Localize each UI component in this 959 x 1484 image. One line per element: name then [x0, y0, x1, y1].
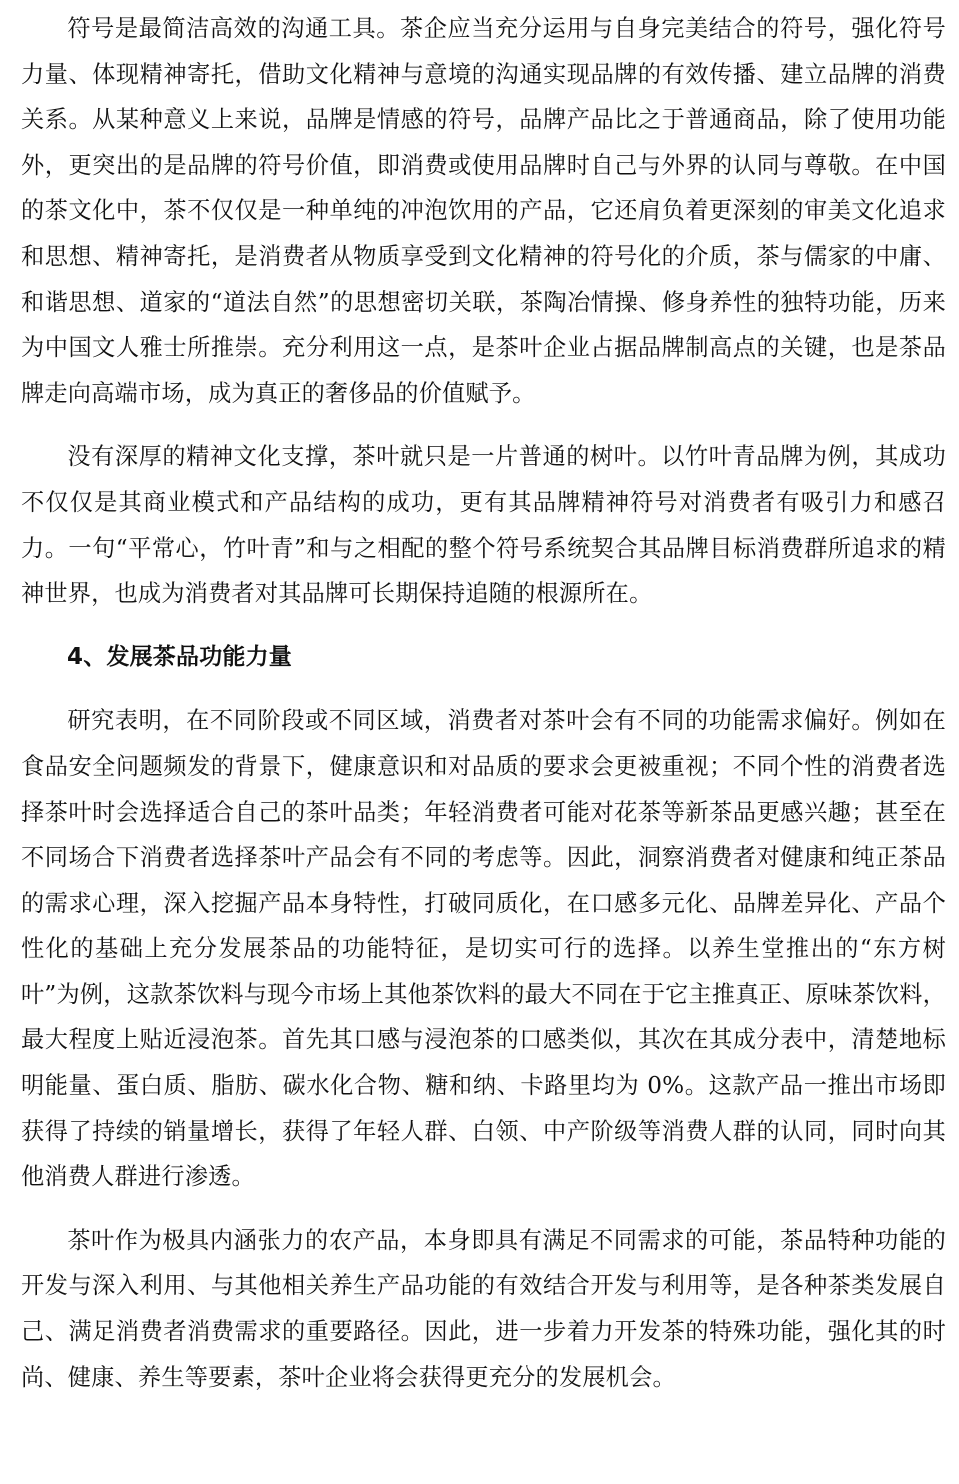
section-heading: 4、发展茶品功能力量 — [67, 643, 293, 670]
paragraph-development-opportunity: 茶叶作为极具内涵张力的农产品，本身即具有满足不同需求的可能，茶品特种功能的开发与深入利用、与其他相关养生产品功能的有效结合开发与利用等，是各种茶类发展自己、满足消费者消费需求的重要路径。因此，进一步着力开发茶的特殊功能，强化其的时尚、健康、养生等要素，茶叶企业将会获得更充分的发展机会。 — [21, 1226, 946, 1391]
paragraph-gap — [21, 680, 946, 698]
paragraph-symbol-communication: 符号是最简洁高效的沟通工具。茶企应当充分运用与自身完美结合的符号，强化符号力量、体现精神寄托，借助文化精神与意境的沟通实现品牌的有效传播、建立品牌的消费关系。从某种意义上来说，品牌是情感的符号，品牌产品比之于普通商品，除了使用功能外，更突出的是品牌的符号价值，即消费或使用品牌时自己与外界的认同与尊敬。在中国的茶文化中，茶不仅仅是一种单纯的冲泡饮用的产品，它还肩负着更深刻的审美文化追求和思想、精神寄托，是消费者从物质享受到文化精神的符号化的介质，茶与儒家的中庸、和谐思想、道家的“道法自然”的思想密切关联，茶陶冶情操、修身养性的独特功能，历来为中国文人雅士所推崇。充分利用这一点，是茶叶企业占据品牌制高点的关键，也是茶品牌走向高端市场，成为真正的奢侈品的价值赋予。 — [21, 15, 946, 407]
paragraph-gap — [21, 416, 946, 434]
document-page — [21, 6, 946, 1400]
paragraph-gap — [21, 617, 946, 635]
paragraph-function-research: 研究表明，在不同阶段或不同区域，消费者对茶叶会有不同的功能需求偏好。例如在食品安全问题频发的背景下，健康意识和对品质的要求会更被重视；不同个性的消费者选择茶叶时会选择适合自己的茶叶品类；年轻消费者可能对花茶等新茶品更感兴趣；甚至在不同场合下消费者选择茶叶产品会有不同的考虑等。因此，洞察消费者对健康和纯正茶品的需求心理，深入挖掘产品本身特性，打破同质化，在口感多元化、品牌差异化、产品个性化的基础上充分发展茶品的功能特征，是切实可行的选择。以养生堂推出的“东方树叶”为例，这款茶饮料与现今市场上其他茶饮料的最大不同在于它主推真正、原味茶饮料，最大程度上贴近浸泡茶。首先其口感与浸泡茶的口感类似，其次在其成分表中，清楚地标明能量、蛋白质、脂肪、碳水化合物、糖和纳、卡路里均为 0%。这款产品一推出市场即获得了持续的销量增长，获得了年轻人群、白领、中产阶级等消费人群的认同，同时向其他消费人群进行渗透。 — [21, 707, 946, 1191]
paragraph-zhuyeqing-example: 没有深厚的精神文化支撑，茶叶就只是一片普通的树叶。以竹叶青品牌为例，其成功不仅仅是其商业模式和产品结构的成功，更有其品牌精神符号对消费者有吸引力和感召力。一句“平常心，竹叶青”和与之相配的整个符号系统契合其品牌目标消费群所追求的精神世界，也成为消费者对其品牌可长期保持追随的根源所在。 — [21, 443, 946, 608]
paragraph-gap — [21, 1200, 946, 1218]
